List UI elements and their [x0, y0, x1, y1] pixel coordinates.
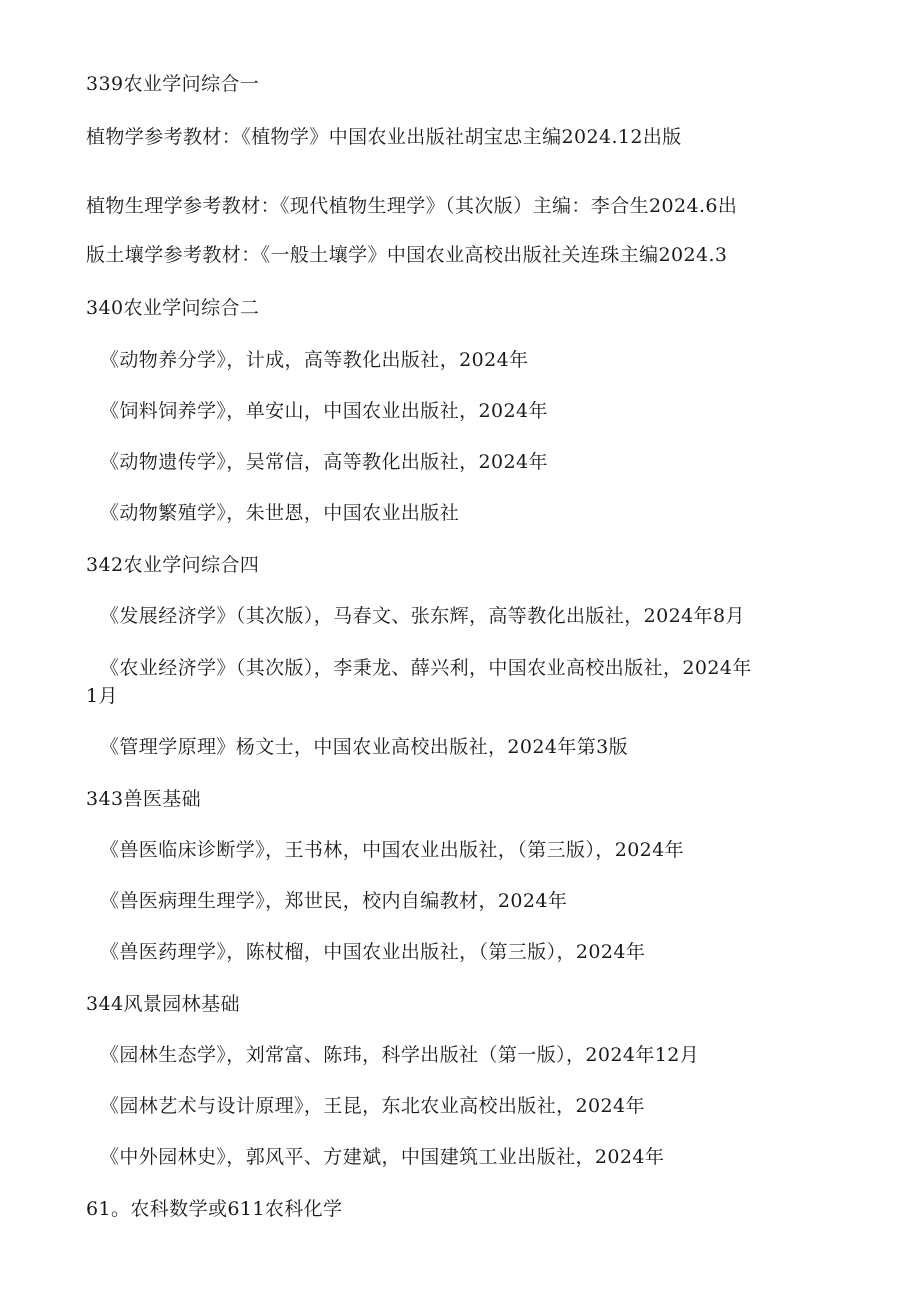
reference-line: 植物学参考教材：《植物学》中国农业出版社胡宝忠主编2024.12出版	[86, 126, 682, 148]
book-entry: 《园林生态学》，刘常富、陈玮，科学出版社（第一版），2024年12月	[100, 1044, 700, 1066]
section-heading-342: 342农业学问综合四	[86, 554, 260, 576]
book-entry: 《兽医药理学》，陈杖榴，中国农业出版社，（第三版），2024年	[100, 941, 646, 963]
book-entry: 《动物养分学》，计成，高等教化出版社，2024年	[100, 349, 529, 371]
section-heading-343: 343兽医基础	[86, 788, 202, 810]
book-entry: 《动物遗传学》，吴常信，高等教化出版社，2024年	[100, 451, 548, 473]
section-heading-339: 339农业学问综合一	[86, 73, 260, 95]
book-entry: 《发展经济学》（其次版），马春文、张东辉，高等教化出版社，2024年8月	[100, 605, 745, 627]
book-entry: 《兽医病理生理学》，郑世民，校内自编教材，2024年	[100, 890, 568, 912]
book-entry: 《中外园林史》，郭风平、方建斌，中国建筑工业出版社，2024年	[100, 1146, 665, 1168]
section-heading-344: 344风景园林基础	[86, 993, 240, 1015]
book-entry: 《园林艺术与设计原理》，王昆，东北农业高校出版社，2024年	[100, 1095, 645, 1117]
book-entry: 《兽医临床诊断学》，王书林，中国农业出版社，（第三版），2024年	[100, 839, 685, 861]
book-entry-continuation: 1月	[86, 685, 118, 707]
section-heading-340: 340农业学问综合二	[86, 297, 260, 319]
section-heading-611: 61。农科数学或611农科化学	[86, 1198, 343, 1220]
reference-line: 版土壤学参考教材：《一般土壤学》中国农业高校出版社关连珠主编2024.3	[86, 244, 728, 266]
book-entry: 《动物繁殖学》，朱世恩，中国农业出版社	[100, 502, 460, 524]
reference-line: 植物生理学参考教材：《现代植物生理学》（其次版）主编：李合生2024.6出	[86, 195, 738, 217]
book-entry: 《饲料饲养学》，单安山，中国农业出版社，2024年	[100, 400, 548, 422]
book-entry: 《管理学原理》杨文士，中国农业高校出版社，2024年第3版	[100, 736, 629, 758]
book-entry: 《农业经济学》（其次版），李秉龙、薛兴利，中国农业高校出版社，2024年	[100, 657, 752, 679]
